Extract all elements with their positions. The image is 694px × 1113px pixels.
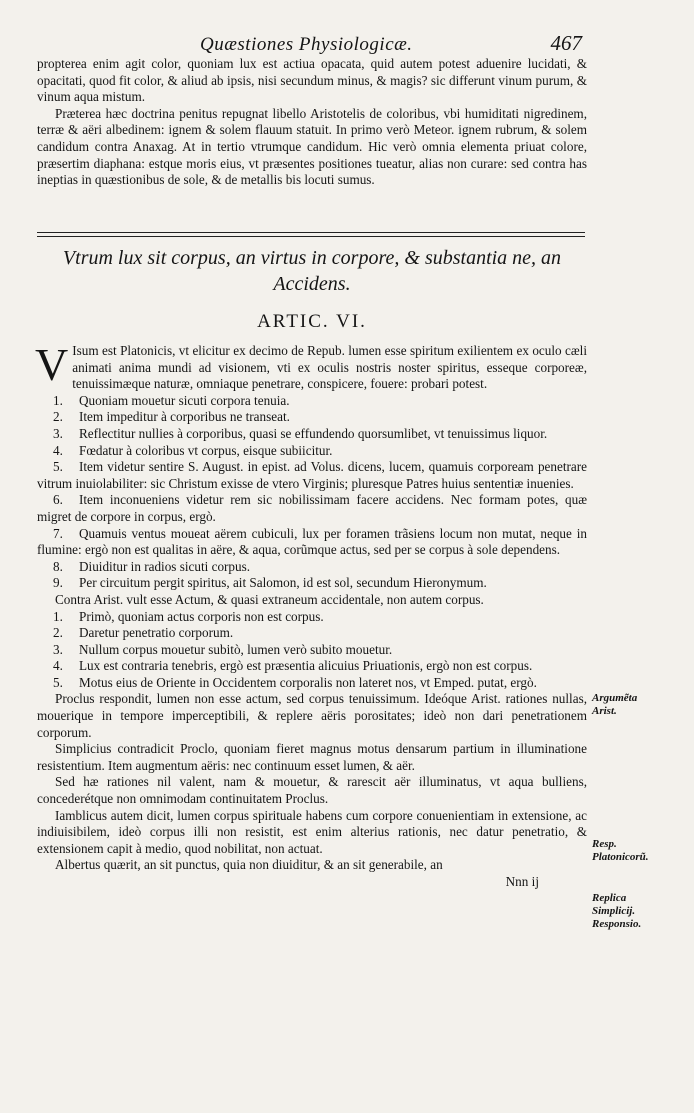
list-item: 3. Nullum corpus mouetur subitò, lumen verò subito mouetur.: [53, 641, 393, 657]
margin-note-responsio-platonicorum: Resp. Platonicorũ.: [592, 838, 649, 863]
contra-list: [37, 609, 587, 692]
paragraph-albertus: Albertus quærit, an sit punctus, quia non diuiditur, & an sit generabile, an: [55, 857, 443, 873]
list-item: 1. Primò, quoniam actus corporis non est corpus.: [53, 608, 324, 624]
page-number: 467: [550, 31, 582, 55]
list-item: 1. Quoniam mouetur sicuti corpora tenuia.: [53, 392, 290, 408]
paragraph-response: Sed hæ rationes nil valent, nam & mouetur, & rarescit aër illuminatus, vt aqua bulliens, concederétque non omnimodam continuitatem Proclus.: [37, 774, 587, 807]
margin-note-replica: Replica Simplicij. Responsio.: [592, 892, 642, 930]
list-item: 5. Item videtur sentire S. August. in epist. ad Volus. dicens, lucem, quamuis corpoream penetrare vitrum inuiolabiliter: sic Christum exisse de vtero Virginis; pluresque Patres huius sententiæ inuenies.: [37, 459, 587, 491]
list-item: 3. Reflectitur nullies à corporibus, quasi se effundendo quorsumlibet, vt tenuissimus liquor.: [53, 425, 548, 441]
section-heading: Vtrum lux sit corpus, an virtus in corpore, & substantia ne, an Accidens.: [62, 247, 562, 295]
article-body: [35, 339, 587, 891]
paragraph-iamblicus: Iamblicus autem dicit, lumen corpus spirituale habens cum corpore conuenientiam in extensione, ac indiuisibilem, ideò corpus illi non resistit, est enim alterius rationis, nec datur penetratio, & extensionem capit à medio, quod nobilitat, non actuat.: [37, 807, 587, 856]
intro-paragraph: [35, 339, 587, 393]
list-item: 4. Fœdatur à coloribus vt corpus, eisque subiicitur.: [53, 442, 333, 458]
section-rule: [37, 232, 585, 233]
list-item: 2. Daretur penetratio corporum.: [53, 625, 234, 641]
list-item: 7. Quamuis ventus moueat aërem cubiculi, lux per foramen trãsiens locum non mutat, neque in flumine: ergò non est qualitas in aëre, & aqua, corũmque actus, sed per se corpus à sole dependens.: [37, 525, 587, 558]
paragraph: Præterea hæc doctrina penitus repugnat libello Aristotelis de coloribus, vbi humiditati nigredinem, terræ & aëri albedinem: ignem & solem flauum statuit. In primo verò Meteor. ignem rubrum, & solem candidum contra Anaxag. At in tertio vtrumque candidum. Hic verò omnia elementa priuat colore, præsertim diaphana: estque moris eius, vt præsentes positiones tueatur, alias non curare: sed contra has ineptias in quæstionibus de sole, & de metallis bis locuti sumus.: [37, 105, 587, 188]
top-text-block: [37, 56, 587, 189]
list-item: 8. Diuiditur in radios sicuti corpus.: [53, 558, 251, 574]
list-item: 6. Item inconueniens videtur rem sic nobilissimam facere accidens. Nec formam potes, quæ migret de corpore in corpus, ergò.: [37, 492, 587, 524]
list-item: 4. Lux est contraria tenebris, ergò est præsentia alicuius Priuationis, ergò non est corpus.: [53, 658, 533, 674]
paragraph-proclus: Proclus respondit, lumen non esse actum, sed corpus tenuissimum. Ideóque Arist. rationes nullas, mouerique in tempore imperceptibili, & replere aëris porositates; ideò non dari penetrationem corporum.: [37, 691, 587, 740]
dropcap: V: [35, 339, 69, 390]
list-item: 9. Per circuitum pergit spiritus, ait Salomon, id est sol, secundum Hieronymum.: [53, 575, 487, 591]
catchword: Nnn ij: [505, 874, 539, 889]
paragraph-continued: propterea enim agit color, quoniam lux est actiua opacata, quid autem potest aduenire lucidati, & opacitati, quod fit color, & aliud ab ipsis, nisi secundum minus, & magis? sic differunt vinum purum, & vinum aqua mistum.: [37, 56, 587, 105]
running-title: Quæstiones Physiologicæ.: [200, 34, 413, 55]
intro-text: Isum est Platonicis, vt elicitur ex decimo de Repub. lumen esse spiritum exilientem ex oculo cæli animati anima mundi ad visionem, vti ex oculis nostris noster spiritus, esseque corporeæ, tenuissimæque naturæ, omniaque penetrare, conspicere, fouere: probari potest.: [72, 343, 587, 392]
contra-paragraph: Contra Arist. vult esse Actum, & quasi extraneum accidentale, non autem corpus.: [55, 591, 484, 607]
margin-note-argumenta: Argumẽta Arist.: [592, 692, 638, 717]
article-label: ARTIC. VI.: [257, 311, 367, 332]
paragraph-simplicius: Simplicius contradicit Proclo, quoniam fieret magnus motus densarum partium in illuminatione resistentium. Item augmentum aëris: nec continuum esset lumen, & aër.: [37, 741, 587, 773]
argument-list: [37, 393, 587, 592]
list-item: 2. Item impeditur à corporibus ne transeat.: [53, 409, 290, 425]
list-item: 5. Motus eius de Oriente in Occidentem corporalis non lateret nos, vt Emped. putat, ergò.: [53, 674, 537, 690]
section-rule-thin: [37, 236, 585, 237]
